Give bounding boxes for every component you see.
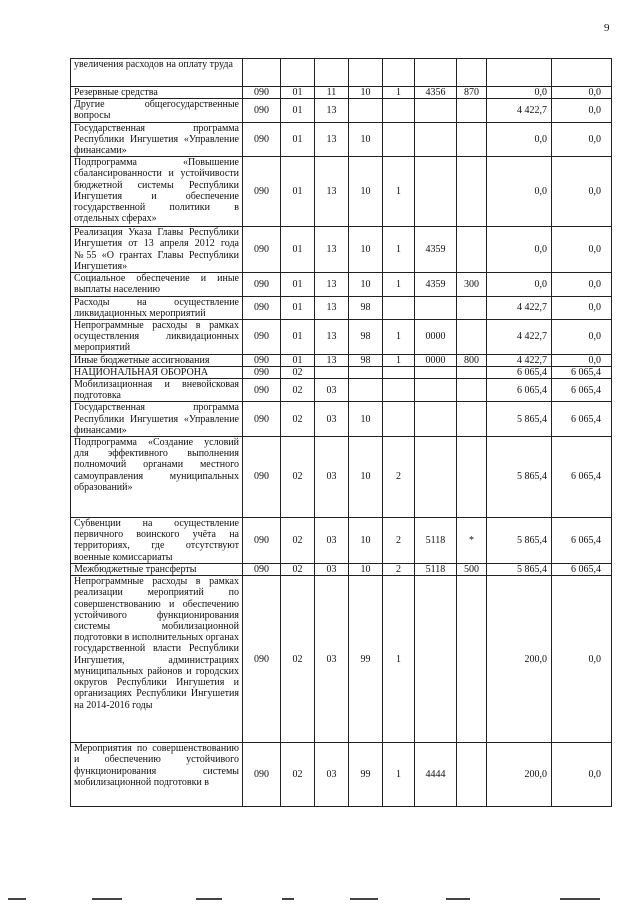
amount-year-2: 0,0 bbox=[552, 157, 612, 227]
row-name: Государственная программа Республики Ингушетия «Управление финансами» bbox=[71, 402, 243, 437]
code-direction: 5118 bbox=[415, 564, 457, 576]
code-direction bbox=[415, 296, 457, 319]
code-subprogram: 1 bbox=[383, 354, 415, 366]
code-ministry: 090 bbox=[243, 379, 281, 402]
code-subsection: 03 bbox=[315, 518, 349, 564]
code-ministry: 090 bbox=[243, 576, 281, 743]
amount-year-1: 5 865,4 bbox=[487, 402, 552, 437]
code-subsection: 13 bbox=[315, 99, 349, 122]
amount-year-2: 0,0 bbox=[552, 227, 612, 273]
table-row bbox=[71, 743, 612, 807]
code-section: 01 bbox=[281, 122, 315, 157]
amount-year-1 bbox=[487, 59, 552, 87]
code-subsection: 13 bbox=[315, 320, 349, 355]
code-section: 02 bbox=[281, 576, 315, 743]
code-subprogram bbox=[383, 379, 415, 402]
code-subsection: 13 bbox=[315, 273, 349, 296]
code-program: 10 bbox=[349, 157, 383, 227]
table-row bbox=[71, 366, 612, 378]
table-row bbox=[71, 157, 612, 227]
amount-year-1: 4 422,7 bbox=[487, 354, 552, 366]
code-program bbox=[349, 59, 383, 87]
row-name: Субвенции на осуществление первичного воинского учёта на территориях, где отсутствуют военные комиссариаты bbox=[71, 518, 243, 564]
code-subprogram: 2 bbox=[383, 518, 415, 564]
amount-year-1: 0,0 bbox=[487, 157, 552, 227]
code-direction: 4359 bbox=[415, 273, 457, 296]
code-section: 01 bbox=[281, 87, 315, 99]
amount-year-1: 4 422,7 bbox=[487, 320, 552, 355]
code-section: 01 bbox=[281, 320, 315, 355]
row-name: Резервные средства bbox=[71, 87, 243, 99]
code-expense-type bbox=[457, 59, 487, 87]
code-section: 02 bbox=[281, 564, 315, 576]
table-row bbox=[71, 122, 612, 157]
code-program: 10 bbox=[349, 227, 383, 273]
code-section bbox=[281, 59, 315, 87]
code-direction: 4444 bbox=[415, 743, 457, 807]
amount-year-1: 0,0 bbox=[487, 227, 552, 273]
amount-year-2: 0,0 bbox=[552, 743, 612, 807]
code-subprogram: 1 bbox=[383, 157, 415, 227]
code-expense-type bbox=[457, 402, 487, 437]
code-section: 02 bbox=[281, 518, 315, 564]
row-name: Непрограммные расходы в рамках реализации мероприятий по совершенствованию и обеспечению устойчивого функционирования системы мобилизационной подготовки в исполнительных органах государственной власти Республики Ингушетия, администрациях муниципальных районов и городских округов Республики Ингушетия и организациях Республики Ингушетия на 2014-2016 годы bbox=[71, 576, 243, 743]
code-direction: 0000 bbox=[415, 354, 457, 366]
amount-year-1: 4 422,7 bbox=[487, 99, 552, 122]
code-subsection: 03 bbox=[315, 402, 349, 437]
code-subprogram bbox=[383, 366, 415, 378]
table-row bbox=[71, 402, 612, 437]
code-program bbox=[349, 379, 383, 402]
amount-year-1: 0,0 bbox=[487, 273, 552, 296]
amount-year-2: 0,0 bbox=[552, 354, 612, 366]
code-subsection: 03 bbox=[315, 379, 349, 402]
code-subprogram: 1 bbox=[383, 87, 415, 99]
code-ministry: 090 bbox=[243, 273, 281, 296]
code-ministry: 090 bbox=[243, 518, 281, 564]
code-direction: 4356 bbox=[415, 87, 457, 99]
code-ministry: 090 bbox=[243, 402, 281, 437]
code-ministry: 090 bbox=[243, 564, 281, 576]
code-direction bbox=[415, 437, 457, 518]
code-subprogram: 1 bbox=[383, 320, 415, 355]
code-subprogram: 1 bbox=[383, 273, 415, 296]
code-ministry: 090 bbox=[243, 296, 281, 319]
code-program: 10 bbox=[349, 402, 383, 437]
code-program bbox=[349, 366, 383, 378]
amount-year-1: 4 422,7 bbox=[487, 296, 552, 319]
code-section: 01 bbox=[281, 273, 315, 296]
code-program: 10 bbox=[349, 518, 383, 564]
code-expense-type bbox=[457, 320, 487, 355]
amount-year-2: 0,0 bbox=[552, 273, 612, 296]
code-direction bbox=[415, 59, 457, 87]
code-section: 02 bbox=[281, 366, 315, 378]
amount-year-2: 0,0 bbox=[552, 320, 612, 355]
code-direction bbox=[415, 402, 457, 437]
code-direction: 5118 bbox=[415, 518, 457, 564]
code-subprogram bbox=[383, 402, 415, 437]
code-subsection: 13 bbox=[315, 354, 349, 366]
code-section: 02 bbox=[281, 379, 315, 402]
amount-year-2: 0,0 bbox=[552, 99, 612, 122]
code-direction: 4359 bbox=[415, 227, 457, 273]
code-ministry: 090 bbox=[243, 354, 281, 366]
code-ministry: 090 bbox=[243, 366, 281, 378]
code-ministry: 090 bbox=[243, 437, 281, 518]
code-program bbox=[349, 99, 383, 122]
code-ministry: 090 bbox=[243, 87, 281, 99]
code-program: 98 bbox=[349, 296, 383, 319]
amount-year-2: 6 065,4 bbox=[552, 518, 612, 564]
amount-year-2: 0,0 bbox=[552, 122, 612, 157]
code-program: 10 bbox=[349, 564, 383, 576]
code-direction bbox=[415, 379, 457, 402]
row-name: увеличения расходов на оплату труда bbox=[71, 59, 243, 87]
code-section: 01 bbox=[281, 354, 315, 366]
code-section: 02 bbox=[281, 437, 315, 518]
row-name: Социальное обеспечение и иные выплаты населению bbox=[71, 273, 243, 296]
code-expense-type bbox=[457, 157, 487, 227]
amount-year-1: 6 065,4 bbox=[487, 366, 552, 378]
table-row bbox=[71, 273, 612, 296]
code-ministry: 090 bbox=[243, 743, 281, 807]
code-expense-type: 500 bbox=[457, 564, 487, 576]
table-row bbox=[71, 564, 612, 576]
row-name: Расходы на осуществление ликвидационных мероприятий bbox=[71, 296, 243, 319]
table-row bbox=[71, 320, 612, 355]
code-direction bbox=[415, 122, 457, 157]
table-row bbox=[71, 59, 612, 87]
code-subprogram: 1 bbox=[383, 743, 415, 807]
code-expense-type bbox=[457, 379, 487, 402]
code-expense-type bbox=[457, 576, 487, 743]
code-direction bbox=[415, 99, 457, 122]
code-expense-type bbox=[457, 99, 487, 122]
code-section: 01 bbox=[281, 157, 315, 227]
code-subsection: 03 bbox=[315, 437, 349, 518]
row-name: Мероприятия по совершенствованию и обеспечению устойчивого функционирования системы мобилизационной подготовки в bbox=[71, 743, 243, 807]
code-ministry: 090 bbox=[243, 157, 281, 227]
amount-year-1: 200,0 bbox=[487, 743, 552, 807]
row-name: Реализация Указа Главы Республики Ингушетия от 13 апреля 2012 года №55 «О грантах Главы Республики Ингушетия» bbox=[71, 227, 243, 273]
amount-year-2: 6 065,4 bbox=[552, 366, 612, 378]
amount-year-2: 0,0 bbox=[552, 296, 612, 319]
table-row bbox=[71, 437, 612, 518]
code-expense-type bbox=[457, 743, 487, 807]
code-subsection: 13 bbox=[315, 227, 349, 273]
code-subprogram: 2 bbox=[383, 437, 415, 518]
code-subsection: 11 bbox=[315, 87, 349, 99]
row-name: Иные бюджетные ассигнования bbox=[71, 354, 243, 366]
table-row bbox=[71, 379, 612, 402]
code-expense-type: * bbox=[457, 518, 487, 564]
amount-year-2: 0,0 bbox=[552, 87, 612, 99]
amount-year-2: 6 065,4 bbox=[552, 564, 612, 576]
table-row bbox=[71, 296, 612, 319]
code-expense-type: 300 bbox=[457, 273, 487, 296]
code-subprogram bbox=[383, 296, 415, 319]
amount-year-1: 5 865,4 bbox=[487, 437, 552, 518]
code-direction bbox=[415, 576, 457, 743]
table-row bbox=[71, 518, 612, 564]
amount-year-2: 6 065,4 bbox=[552, 437, 612, 518]
code-subprogram: 1 bbox=[383, 227, 415, 273]
amount-year-1: 6 065,4 bbox=[487, 379, 552, 402]
amount-year-1: 0,0 bbox=[487, 87, 552, 99]
table-row bbox=[71, 576, 612, 743]
code-subsection bbox=[315, 366, 349, 378]
row-name: Подпрограмма «Создание условий для эффективного выполнения полномочий органами местного самоуправления муниципальных образований» bbox=[71, 437, 243, 518]
code-subprogram bbox=[383, 122, 415, 157]
code-ministry: 090 bbox=[243, 227, 281, 273]
table-row bbox=[71, 354, 612, 366]
code-program: 98 bbox=[349, 320, 383, 355]
code-section: 02 bbox=[281, 743, 315, 807]
code-expense-type bbox=[457, 296, 487, 319]
code-subsection: 03 bbox=[315, 564, 349, 576]
code-section: 01 bbox=[281, 296, 315, 319]
amount-year-1: 5 865,4 bbox=[487, 518, 552, 564]
code-subprogram bbox=[383, 59, 415, 87]
code-program: 99 bbox=[349, 743, 383, 807]
table-row bbox=[71, 99, 612, 122]
code-direction: 0000 bbox=[415, 320, 457, 355]
table-row bbox=[71, 227, 612, 273]
code-subsection: 03 bbox=[315, 576, 349, 743]
code-ministry: 090 bbox=[243, 99, 281, 122]
code-ministry bbox=[243, 59, 281, 87]
code-ministry: 090 bbox=[243, 320, 281, 355]
code-section: 01 bbox=[281, 99, 315, 122]
row-name: Межбюджетные трансферты bbox=[71, 564, 243, 576]
table-row bbox=[71, 87, 612, 99]
code-expense-type bbox=[457, 122, 487, 157]
code-expense-type bbox=[457, 227, 487, 273]
row-name: Государственная программа Республики Ингушетия «Управление финансами» bbox=[71, 122, 243, 157]
row-name: Другие общегосударственные вопросы bbox=[71, 99, 243, 122]
code-expense-type bbox=[457, 437, 487, 518]
code-subsection bbox=[315, 59, 349, 87]
code-expense-type: 800 bbox=[457, 354, 487, 366]
code-program: 99 bbox=[349, 576, 383, 743]
code-subprogram: 2 bbox=[383, 564, 415, 576]
budget-table bbox=[70, 58, 612, 807]
code-expense-type bbox=[457, 366, 487, 378]
row-name: Непрограммные расходы в рамках осуществления ликвидационных мероприятий bbox=[71, 320, 243, 355]
code-subsection: 03 bbox=[315, 743, 349, 807]
code-subsection: 13 bbox=[315, 296, 349, 319]
row-name: Подпрограмма «Повышение сбалансированности и устойчивости бюджетной системы Республики Ингушетия и обеспечение государственной политики в отдельных сферах» bbox=[71, 157, 243, 227]
code-ministry: 090 bbox=[243, 122, 281, 157]
code-program: 10 bbox=[349, 122, 383, 157]
code-direction bbox=[415, 157, 457, 227]
amount-year-2 bbox=[552, 59, 612, 87]
amount-year-2: 0,0 bbox=[552, 576, 612, 743]
scan-artifact-marks bbox=[0, 894, 640, 905]
row-name: НАЦИОНАЛЬНАЯ ОБОРОНА bbox=[71, 366, 243, 378]
amount-year-1: 200,0 bbox=[487, 576, 552, 743]
code-section: 02 bbox=[281, 402, 315, 437]
code-subsection: 13 bbox=[315, 157, 349, 227]
page-number: 9 bbox=[604, 22, 610, 34]
amount-year-2: 6 065,4 bbox=[552, 379, 612, 402]
code-subprogram: 1 bbox=[383, 576, 415, 743]
amount-year-1: 0,0 bbox=[487, 122, 552, 157]
row-name: Мобилизационная и вневойсковая подготовка bbox=[71, 379, 243, 402]
code-subprogram bbox=[383, 99, 415, 122]
code-program: 10 bbox=[349, 87, 383, 99]
code-subsection: 13 bbox=[315, 122, 349, 157]
amount-year-1: 5 865,4 bbox=[487, 564, 552, 576]
code-expense-type: 870 bbox=[457, 87, 487, 99]
amount-year-2: 6 065,4 bbox=[552, 402, 612, 437]
code-direction bbox=[415, 366, 457, 378]
code-program: 98 bbox=[349, 354, 383, 366]
code-program: 10 bbox=[349, 273, 383, 296]
code-section: 01 bbox=[281, 227, 315, 273]
code-program: 10 bbox=[349, 437, 383, 518]
